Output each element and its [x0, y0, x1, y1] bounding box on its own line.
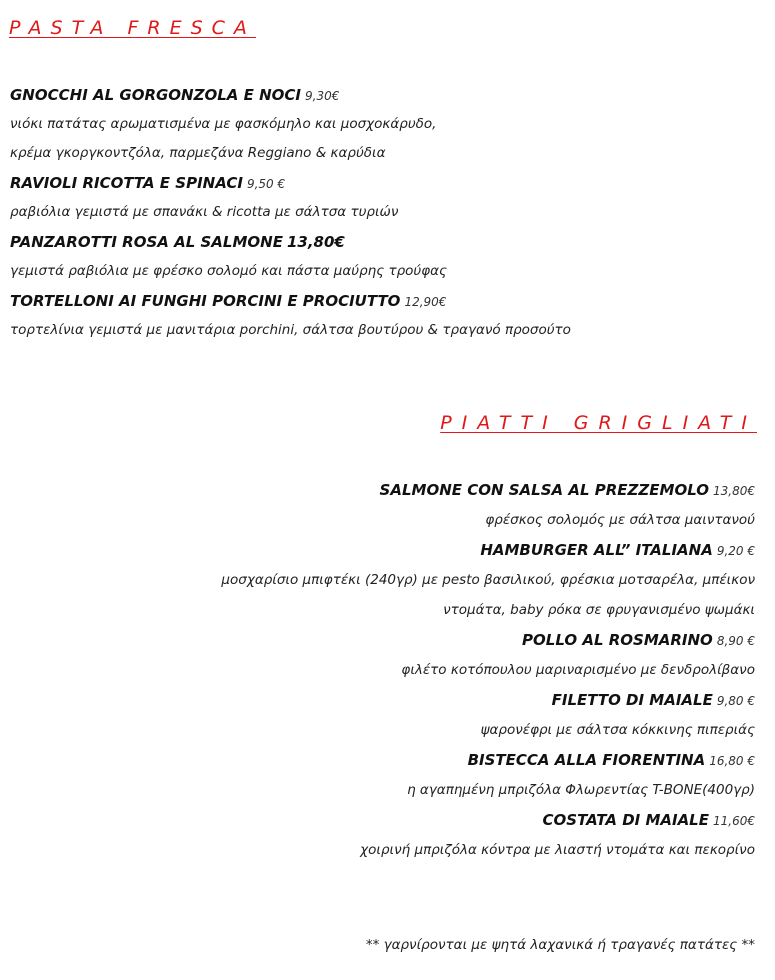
garnish-footnote: ** γαρνίρονται με ψητά λαχανικά ή τραγανές πατάτες ** — [365, 937, 755, 953]
item-name: HAMBURGER ALL” ITALIANA — [480, 541, 713, 559]
section-title-piatti-grigliati: PIATTI GRIGLIATI — [440, 412, 757, 434]
item-description: ραβιόλια γεμιστά με σπανάκι & ricotta με σάλτσα τυριών — [10, 204, 399, 220]
item-price: 9,80 € — [716, 694, 755, 708]
item-name: POLLO AL ROSMARINO — [522, 631, 713, 649]
item-name: GNOCCHI AL GORGONZOLA E NOCI — [10, 86, 301, 104]
menu-item — [10, 168, 750, 227]
menu-item — [75, 805, 755, 865]
item-description: ντομάτα, baby ρόκα σε φρυγανισμένο ψωμάκι — [443, 602, 755, 618]
menu-item — [75, 685, 755, 745]
item-name: SALMONE CON SALSA AL PREZZEMOLO — [379, 481, 709, 499]
item-name: FILETTO DI MAIALE — [551, 691, 713, 709]
menu-item — [75, 625, 755, 685]
item-description: τορτελίνια γεμιστά με μανιτάρια porchini, σάλτσα βουτύρου & τραγανό προσούτο — [10, 322, 571, 338]
item-description: γεμιστά ραβιόλια με φρέσκο σολομό και πάστα μαύρης τρούφας — [10, 263, 447, 279]
menu-item — [75, 475, 755, 535]
grill-menu-list — [75, 475, 755, 865]
item-description: μοσχαρίσιο μπιφτέκι (240γρ) με pesto βασιλικού, φρέσκια μοτσαρέλα, μπέικον — [221, 572, 755, 588]
item-price: 12,90€ — [404, 295, 447, 309]
item-name: COSTATA DI MAIALE — [542, 811, 709, 829]
item-name: TORTELLONI AI FUNGHI PORCINI E PROCIUTTO — [10, 292, 401, 310]
item-name: RAVIOLI RICOTTA E SPINACI — [10, 174, 243, 192]
item-price: 9,50 € — [246, 177, 286, 191]
menu-item — [10, 227, 750, 286]
item-price: 13,80€ — [286, 233, 345, 251]
menu-item — [10, 80, 750, 168]
item-description: ψαρονέφρι με σάλτσα κόκκινης πιπεριάς — [480, 722, 755, 738]
menu-item — [10, 286, 750, 345]
item-price: 8,90 € — [716, 634, 755, 648]
menu-item — [75, 535, 755, 625]
item-description: η αγαπημένη μπριζόλα Φλωρεντίας T-BONE(400γρ) — [407, 782, 755, 798]
item-description: φρέσκος σολομός με σάλτσα μαιντανού — [485, 512, 755, 528]
item-price: 16,80 € — [709, 754, 755, 768]
item-price: 9,20 € — [716, 544, 755, 558]
item-description: χοιρινή μπριζόλα κόντρα με λιαστή ντομάτα και πεκορίνο — [360, 842, 755, 858]
item-name: BISTECCA ALLA FIORENTINA — [467, 751, 706, 769]
item-description: νιόκι πατάτας αρωματισμένα με φασκόμηλο και μοσχοκάρυδο, — [10, 116, 437, 132]
pasta-menu-list — [10, 80, 750, 345]
section-title-pasta-fresca: PASTA FRESCA — [9, 17, 256, 39]
menu-item — [75, 745, 755, 805]
item-price: 11,60€ — [713, 814, 755, 828]
item-price: 13,80€ — [713, 484, 755, 498]
item-name: PANZAROTTI ROSA AL SALMONE — [10, 233, 283, 251]
item-description: φιλέτο κοτόπουλου μαριναρισμένο με δενδρολίβανο — [401, 662, 755, 678]
item-price: 9,30€ — [305, 89, 340, 103]
item-description: κρέμα γκοργκοντζόλα, παρμεζάνα Reggiano & καρύδια — [10, 145, 386, 161]
